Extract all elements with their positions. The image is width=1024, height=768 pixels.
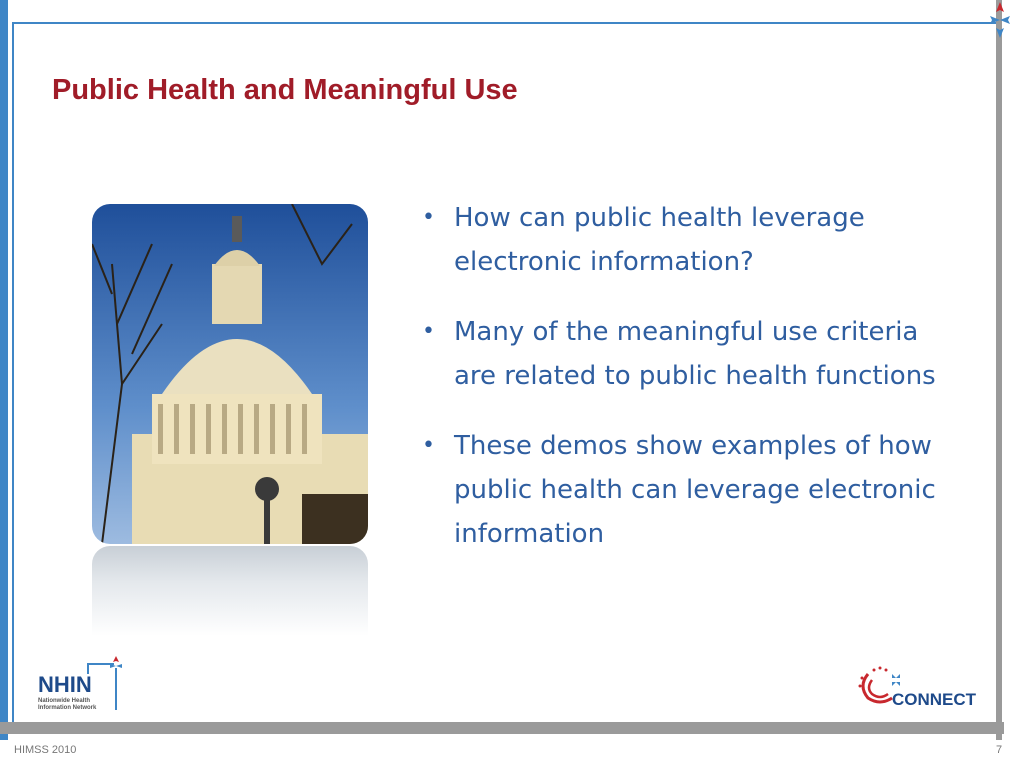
- bullet-text: Many of the meaningful use criteria are related to public health functions: [454, 317, 936, 391]
- slide-title: Public Health and Meaningful Use: [52, 74, 518, 106]
- bullet-list: [418, 196, 958, 582]
- capitol-building-icon: [92, 204, 368, 544]
- footer-label: HIMSS 2010: [14, 744, 77, 756]
- nhin-logo-line2: Information Network: [38, 705, 97, 711]
- right-border: [996, 0, 1002, 740]
- bullet-icon: •: [422, 433, 435, 458]
- left-border: [0, 0, 8, 740]
- star-arrows-icon: [976, 0, 1024, 40]
- capitol-photo: [92, 204, 368, 544]
- nhin-logo-line1: Nationwide Health: [38, 698, 91, 704]
- bullet-text: These demos show examples of how public health can leverage electronic information: [454, 431, 936, 549]
- bullet-item: [418, 424, 958, 556]
- bullet-icon: •: [422, 319, 435, 344]
- nhin-logo-name: NHIN: [38, 672, 92, 697]
- bullet-icon: •: [422, 205, 435, 230]
- connect-logo: [854, 664, 990, 712]
- page-number: 7: [996, 744, 1003, 756]
- top-border-line: [12, 22, 996, 24]
- bullet-item: [418, 310, 958, 398]
- bullet-item: [418, 196, 958, 284]
- connect-logo-name: CONNECT: [892, 690, 977, 709]
- photo-reflection: [92, 546, 368, 636]
- nhin-logo: [36, 652, 136, 714]
- bottom-border: [0, 722, 1004, 734]
- inner-left-border: [12, 22, 14, 724]
- bullet-text: How can public health leverage electronic information?: [454, 203, 865, 277]
